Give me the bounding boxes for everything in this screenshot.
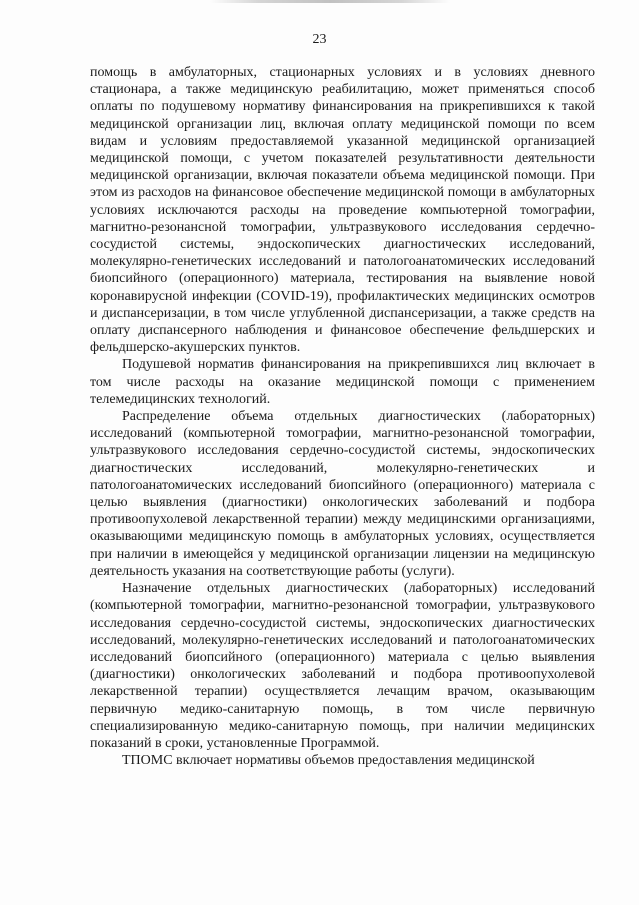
page-number: 23 xyxy=(312,32,327,47)
scan-artifact xyxy=(210,0,450,3)
paragraph: Назначение отдельных диагностических (лабораторных) исследований (компьютерной томографии, магнитно-резонансной томографии, ультразвукового исследования сердечно-сосудистой системы, эндоскопических диагностических исследований, молекулярно-генетических исследований и патологоанатомических исследований биопсийного (операционного) материала с целью выявления (диагностики) онкологических заболеваний и подбора противоопухолевой лекарственной терапии) осуществляется лечащим врачом, оказывающим первичную медико-санитарную помощь, в том числе первичную специализированную медико-санитарную помощь, при наличии медицинских показаний в сроки, установленные Программой. xyxy=(90,581,595,751)
paragraph: Подушевой норматив финансирования на прикрепившихся лиц включает в том числе расходы на оказание медицинской помощи с применением телемедицинских технологий. xyxy=(90,357,595,407)
document-body xyxy=(90,64,595,769)
paragraph: помощь в амбулаторных, стационарных условиях и в условиях дневного стационара, а также медицинскую реабилитацию, может применяться способ оплаты по подушевому нормативу финансирования на прикрепившихся к такой медицинской организации лиц, включая оплату медицинской помощи по всем видам и условиям предоставляемой указанной медицинской организацией медицинской помощи, с учетом показателей результативности деятельности медицинской организации, включая показатели объема медицинской помощи. При этом из расходов на финансовое обеспечение медицинской помощи в амбулаторных условиях исключаются расходы на проведение компьютерной томографии, магнитно-резонансной томографии, ультразвукового исследования сердечно-сосудистой системы, эндоскопических диагностических исследований, молекулярно-генетических исследований и патологоанатомических исследований биопсийного (операционного) материала, тестирования на выявление новой коронавирусной инфекции (COVID-19), профилактических медицинских осмотров и диспансеризации, в том числе углубленной диспансеризации, а также средств на оплату диспансерного наблюдения и финансовое обеспечение фельдшерских и фельдшерско-акушерских пунктов. xyxy=(90,65,595,356)
paragraph: ТПОМС включает нормативы объемов предоставления медицинской xyxy=(122,753,535,769)
paragraph: Распределение объема отдельных диагностических (лабораторных) исследований (компьютерной томографии, магнитно-резонансной томографии, ультразвукового исследования сердечно-сосудистой системы, эндоскопических диагностических исследований, молекулярно-генетических и патологоанатомических исследований биопсийного (операционного) материала с целью выявления (диагностики) онкологических заболеваний и подбора противоопухолевой лекарственной терапии) между медицинскими организациями, оказывающими медицинскую помощь в амбулаторных условиях, осуществляется при наличии в имеющейся у медицинской организации лицензии на медицинскую деятельность указания на соответствующие работы (услуги). xyxy=(90,409,595,579)
